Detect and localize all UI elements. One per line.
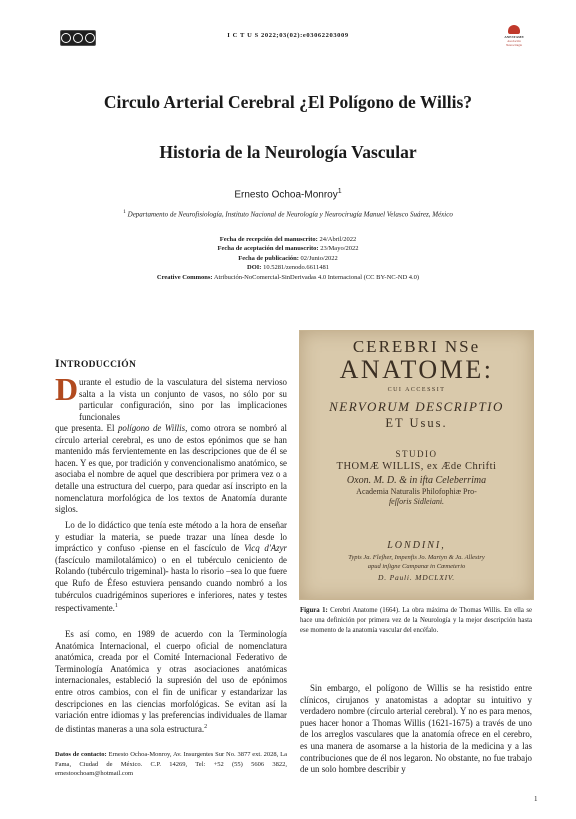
license: Creative Commons: Atribución-NoComercial-SinDerivadas 4.0 Internacional (CC BY-NC-ND 4.0)	[156, 273, 420, 281]
journal-header: I C T U S 2022;03(02):e03062203009	[227, 32, 349, 39]
fig-line: CEREBRI NSe	[352, 337, 481, 356]
fig-line: Academia Naturalis Philofophiæ Pro-	[356, 487, 477, 496]
date-received: Fecha de recepción del manuscrito: 24/Abril/2022	[219, 236, 357, 243]
cerebri-anatome-title-page-image	[299, 330, 534, 600]
date-published: Fecha de publicación: 02/Junio/2022	[238, 254, 338, 262]
author-sup: 1	[337, 188, 342, 195]
fig-line: Typis Ja. Fleſher, Impenfis Jo. Martyn & Ja. Allestry	[348, 554, 485, 561]
fig-line: feſſoris Sidleiani.	[388, 497, 445, 506]
fig-line: apud inſigne Campanæ in Cœmeterio	[367, 563, 466, 570]
affiliation-text: Departamento de Neurofisiología, Instituto Nacional de Neurología y Neurocirugía Manuel Velasco Suárez, México	[127, 210, 453, 219]
fig-line: LONDINI,	[387, 540, 446, 551]
fig-line: STUDIO	[395, 449, 438, 459]
contact-info: Datos de contacto: Ernesto Ochoa-Monroy, Av. Insurgentes Sur No. 3877 ext. 2028, La Fama, Ciudad de México. C.P. 14269, Tel: +52 (55) 5606 3822, ernestoochoam@hotmail.com	[55, 751, 287, 777]
society-logo	[500, 25, 528, 47]
section-heading-introduccion: INTRODUCCIÓN	[55, 356, 137, 370]
paragraph-3: Es así como, en 1989 de acuerdo con la Terminología Anatómica Internacional, el cuerpo oficial de nomenclatura anatómica, creada por el Comité Internacional Federativo de Terminología Anatómica y otras asociaciones anatómicas internacionales, estableció la supresión del uso de epónimos entre otros cambios, con el fin de unificar y estandarizar las descripciones en las ciencias morfológicas. Se evitan así la variación entre idiomas y las preferencias individuales de llamar de distintas maneras a una sola estructura.$^2$	[55, 629, 287, 734]
doi: DOI: 10.5281/zenodo.6611481	[247, 264, 329, 272]
fig-line: THOMÆ WILLIS, ex Æde Chrifti	[336, 461, 497, 472]
page-number: 1	[534, 795, 538, 803]
fig-line: NERVORUM DESCRIPTIO	[329, 399, 504, 414]
date-accepted: Fecha de aceptación del manuscrito: 23/Mayo/2022	[217, 245, 359, 253]
doi-link[interactable]: 10.5281/zenodo.6611481	[263, 264, 329, 272]
figure-caption: Figura 1: Cerebri Anatome (1664). La obra máxima de Thomas Willis. En ella se hace una definición por primera vez de la Neurología y la mejor descripción hasta ese momento de la anatomía vascular del encéfalo.	[300, 607, 532, 634]
paragraph-2: Lo de lo didáctico que tenía este método a la hora de enseñar y estudiar la materia, se puede trazar una línea desde lo impráctico y confuso -piense en el fascículo de Vicq d'Azyr (fascículo mamilotalámico) o en el tubérculo ceniciento de Rolando (tubérculo trigeminal)- hasta lo risorio –sea lo que fuere que Rufo de Éfeso estuviera pensando cuando nombró a los tubérculos cuadrigéminos superiores e inferiores, nates y testes respectivamente.$^1$	[55, 520, 287, 614]
author-name: Ernesto Ochoa-Monroy	[234, 189, 338, 201]
brain-logo-icon	[508, 25, 520, 34]
article-title: Circulo Arterial Cerebral ¿El Polígono de Willis?	[103, 92, 473, 112]
logo-line1: ANESTAME	[504, 35, 524, 39]
logo-line2: Asociación Neurocirugía	[506, 39, 522, 47]
fig-line: ET Usus.	[385, 416, 448, 430]
affil-sup: 1	[123, 209, 126, 215]
fig-line: ANATOME:	[339, 355, 494, 384]
fig-line: D. Pauli. MDCLXIV.	[378, 573, 455, 582]
fig-line: CUI ACCESSIT	[387, 387, 446, 393]
drop-cap: D	[55, 371, 79, 407]
paragraph-1-rest: que presenta. El polígono de Willis, como otrora se nombró al círculo arterial cerebral, es uno de estos epónimos que se han mantenido más fervientemente en las descripciones que de él se hacen. Y es que, por tradición y convencionalismo anatómico, se asociaba el nombre de aquel que describiera por primera vez o a detalle una estructura del cuerpo, para quedar así inscripto en la nomenclatura morfológica de los textos de Anatomía durante siglos.	[55, 423, 287, 515]
publication-dates	[0, 235, 576, 282]
affiliation	[0, 209, 576, 218]
fig-line: Oxon. M. D. & in ifta Celeberrima	[346, 475, 487, 486]
author	[0, 188, 576, 200]
article-subtitle: Historia de la Neurología Vascular	[159, 142, 417, 162]
paragraph-4: Sin embargo, el polígono de Willis se ha resistido entre clínicos, cirujanos y anatomistas a adoptar su intuitivo y verdadero nombre (círculo arterial cerebral). Y no es para menos, pues hacer honor a Thomas Willis (1621-1675) a través de uno de los arreglos vasculares que la anatomía ofrece en el cerebro, es una manera de asomarse a la historia de la medicina y a las contribuciones que de él nos legaron. No obstante, no fue trabajo de un solo hombre describir y	[300, 683, 532, 775]
paragraph-1-start: urante el estudio de la vasculatura del sistema nervioso salta a la vista un conjunto de vasos, no sólo por su particular configuración, sino por las implicaciones funcionales	[79, 377, 287, 422]
